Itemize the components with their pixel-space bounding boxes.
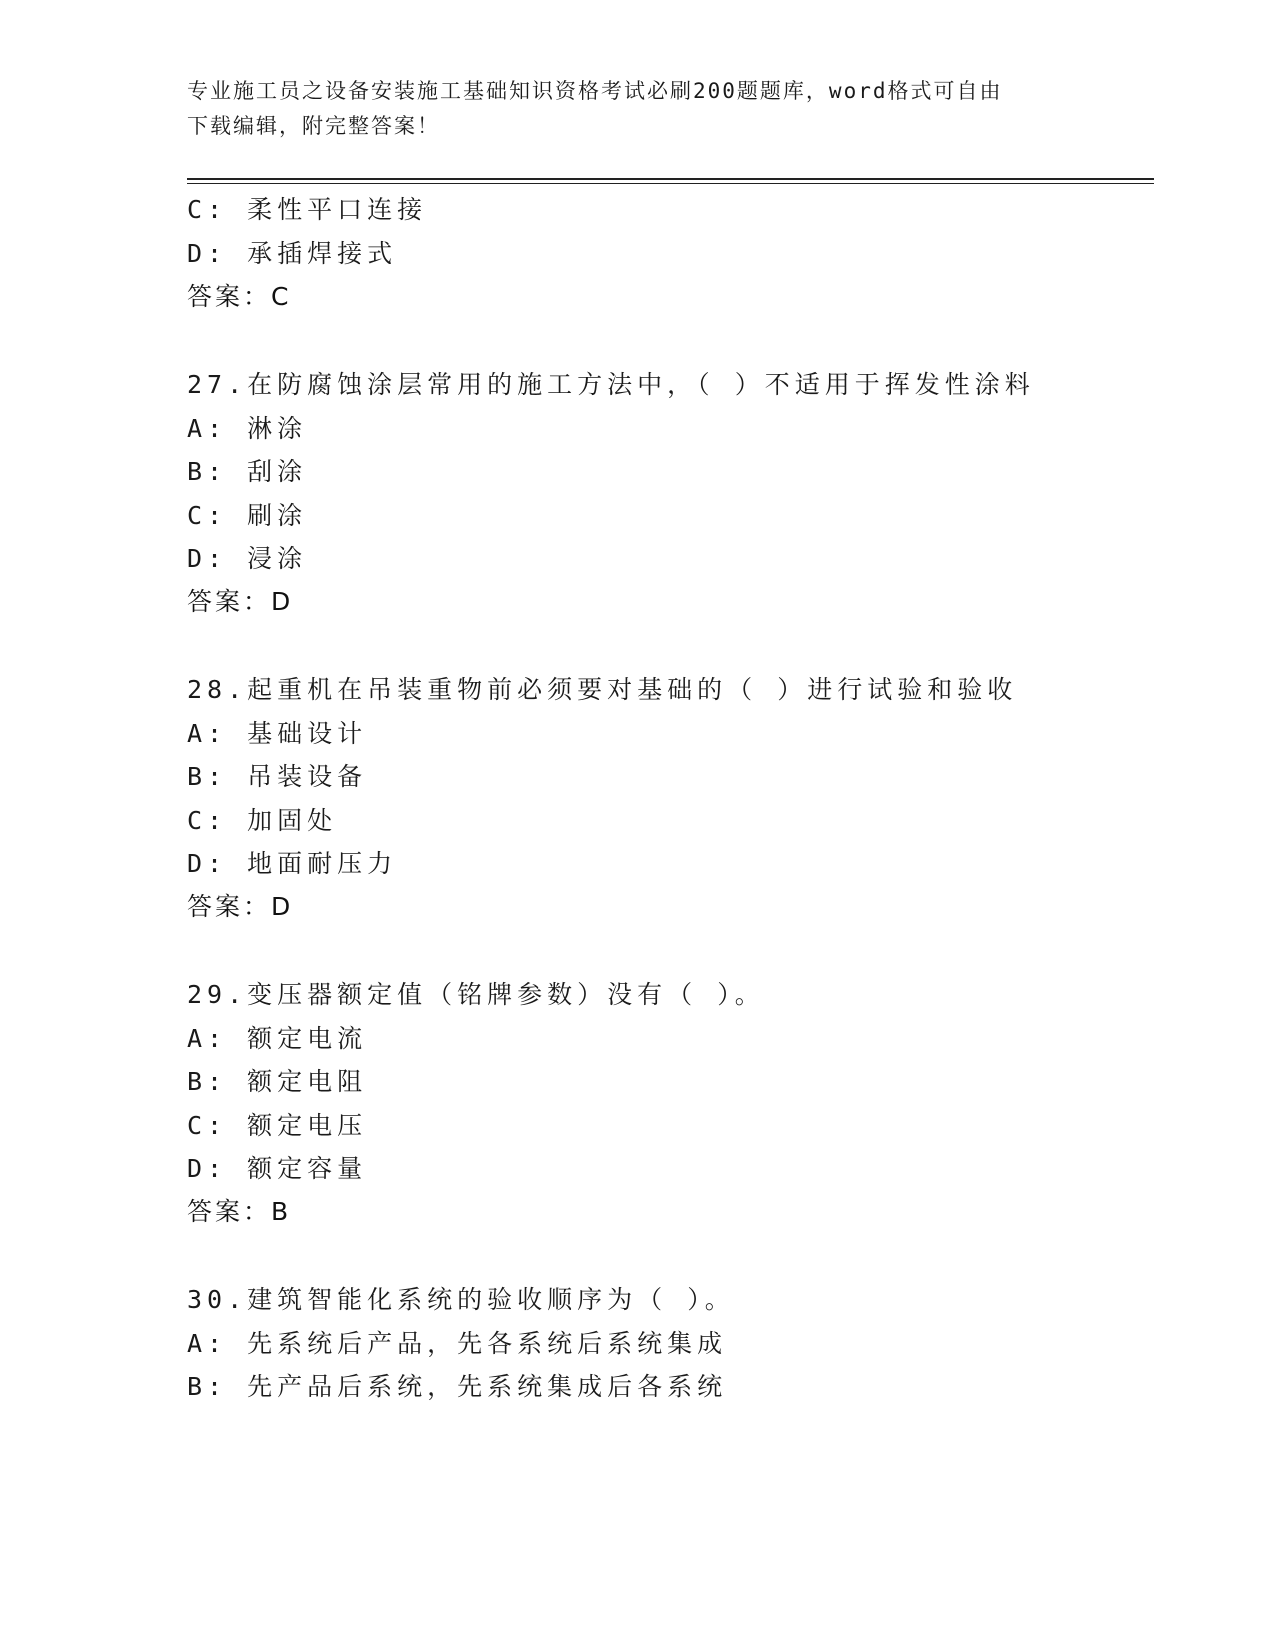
answer: 答案：D bbox=[187, 892, 294, 921]
option-a: A: 先系统后产品，先各系统后系统集成 bbox=[187, 1329, 728, 1358]
option-d: D: 地面耐压力 bbox=[187, 849, 398, 878]
document-header bbox=[187, 74, 1087, 144]
question-27: 27.在防腐蚀涂层常用的施工方法中，（ ）不适用于挥发性涂料 bbox=[187, 370, 1035, 399]
option-b: B: 额定电阻 bbox=[187, 1067, 368, 1096]
answer: 答案：C bbox=[187, 282, 292, 311]
header-line-2: 下载编辑，附完整答案！ bbox=[187, 114, 440, 138]
option-d: D: 浸涂 bbox=[187, 544, 308, 573]
option-b: B: 先产品后系统，先系统集成后各系统 bbox=[187, 1372, 728, 1401]
question-28: 28.起重机在吊装重物前必须要对基础的（ ）进行试验和验收 bbox=[187, 675, 1018, 704]
option-a: A: 基础设计 bbox=[187, 719, 368, 748]
question-29: 29.变压器额定值（铭牌参数）没有（ ）。 bbox=[187, 980, 765, 1009]
option-c: C: 加固处 bbox=[187, 806, 338, 835]
question-30: 30.建筑智能化系统的验收顺序为（ ）。 bbox=[187, 1285, 735, 1314]
option-d: D: 额定容量 bbox=[187, 1154, 368, 1183]
answer: 答案：B bbox=[187, 1197, 292, 1226]
header-line-1: 专业施工员之设备安装施工基础知识资格考试必刷200题题库，word格式可自由 bbox=[187, 79, 1003, 103]
option-c: C: 额定电压 bbox=[187, 1111, 368, 1140]
option-a: A: 淋涂 bbox=[187, 414, 308, 443]
option-b: B: 刮涂 bbox=[187, 457, 308, 486]
header-divider-thin bbox=[187, 183, 1154, 184]
option-a: A: 额定电流 bbox=[187, 1024, 368, 1053]
option-c: C: 刷涂 bbox=[187, 501, 308, 530]
header-divider bbox=[187, 178, 1154, 180]
option-d: D: 承插焊接式 bbox=[187, 239, 398, 268]
option-b: B: 吊装设备 bbox=[187, 762, 368, 791]
answer: 答案：D bbox=[187, 587, 294, 616]
option-c: C: 柔性平口连接 bbox=[187, 195, 428, 224]
